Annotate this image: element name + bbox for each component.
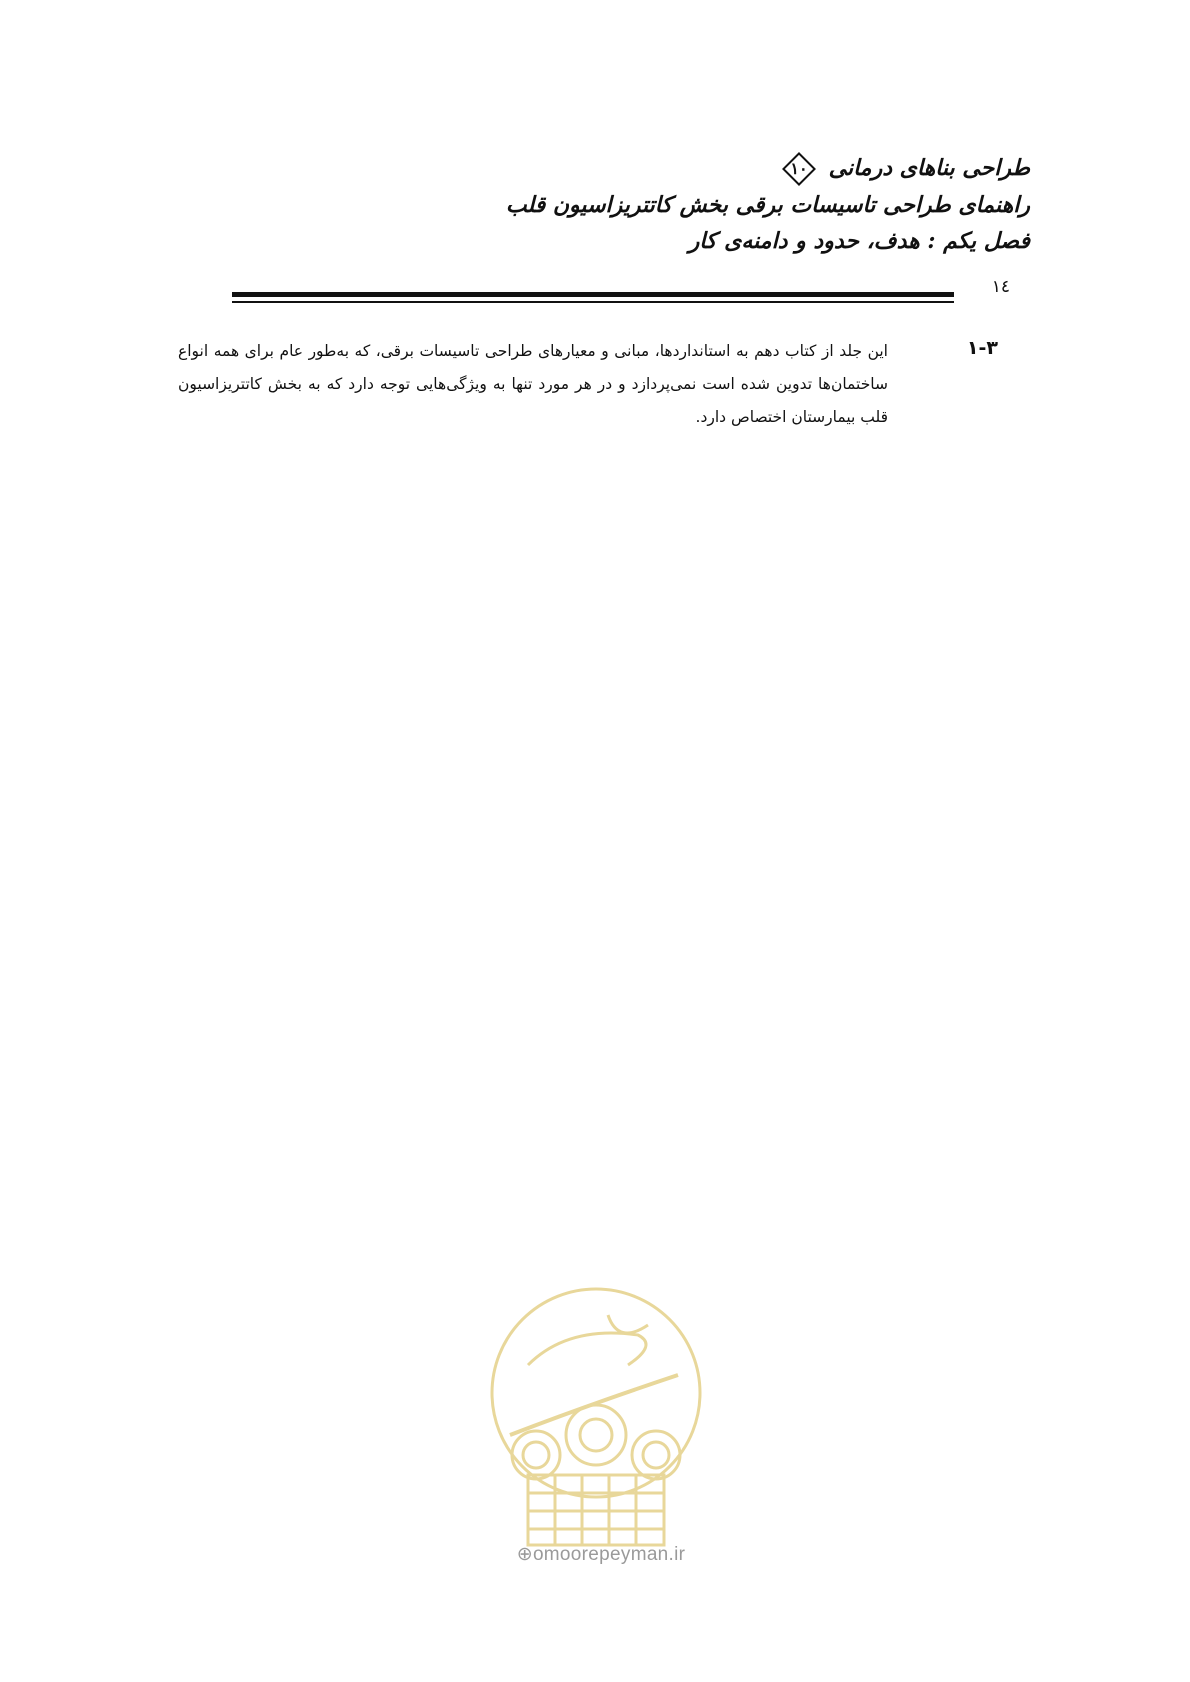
chapter-title: فصل یکم : هدف، حدود و دامنه‌ی کار — [688, 228, 1030, 254]
page-header — [160, 150, 1030, 259]
watermark-calligraphy-2 — [608, 1315, 648, 1333]
watermark-calligraphy — [528, 1333, 646, 1365]
watermark-gear-right — [632, 1431, 680, 1479]
volume-number: ۱۰ — [790, 159, 808, 178]
page-number: ١٤ — [991, 277, 1010, 297]
volume-badge — [781, 151, 817, 187]
section-body: این جلد از کتاب دهم به استانداردها، مبانی و معیارهای طراحی تاسیسات برقی، که به‌طور عام برای همه انواع ساختمان‌ها تدوین شده است نمی‌پردازد و در هر مورد تنها به ویژگی‌هایی توجه دارد که به بخش کاتتریزاسیون قلب بیمارستان اختصاص دارد. — [178, 342, 888, 426]
header-rule-thin — [232, 301, 954, 303]
series-title: طراحی بناهای درمانی — [828, 155, 1030, 181]
section-number: ۱-۳ — [966, 337, 998, 359]
series-title-row — [160, 150, 1030, 187]
watermark-gear-center-hub — [580, 1419, 612, 1451]
watermark-gear-center — [566, 1405, 626, 1465]
book-title: راهنمای طراحی تاسیسات برقی بخش کاتتریزاسیون قلب — [505, 192, 1030, 218]
watermark-gear-left-hub — [523, 1442, 549, 1468]
header-rule-thick — [232, 292, 954, 297]
watermark-gear-right-hub — [643, 1442, 669, 1468]
watermark-url: ⊕omoorepeyman.ir — [516, 1544, 686, 1565]
globe-icon: ⊕ — [516, 1544, 533, 1565]
watermark-gear-left — [512, 1431, 560, 1479]
